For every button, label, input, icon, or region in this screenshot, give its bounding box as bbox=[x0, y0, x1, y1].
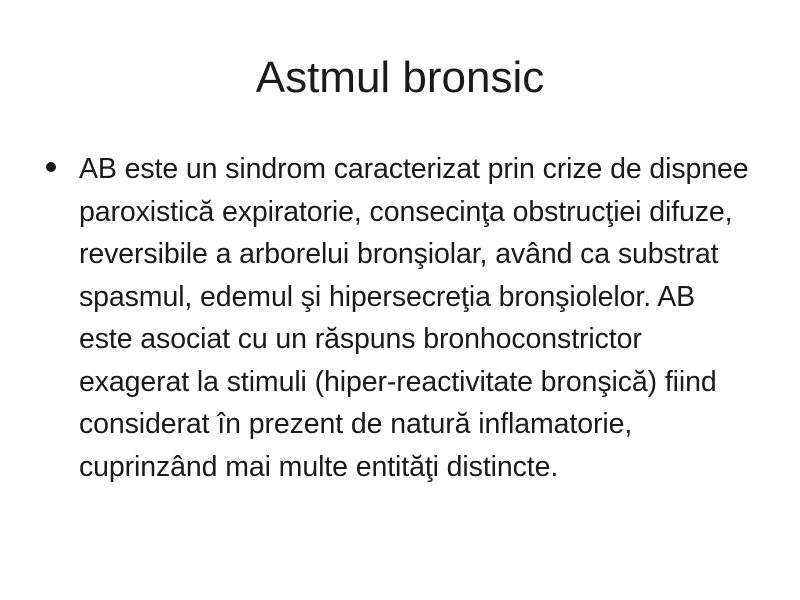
slide-title: Astmul bronsic bbox=[255, 53, 545, 102]
bullet-item bbox=[46, 148, 756, 488]
bullet-dot-icon bbox=[46, 162, 56, 172]
bullet-text: AB este un sindrom caracterizat prin crize de dispnee paroxistică expiratorie, consecinţa obstrucţiei difuze, reversibile a arborelui bronşiolar, având ca substrat spasmul, edemul şi hipersecreţia bronşiolelor. AB este asociat cu un răspuns bronhoconstrictor exagerat la stimuli (hiper-reactivitate bronşică) fiind considerat în prezent de natură inflamatorie, cuprinzând mai multe entităţi distincte. bbox=[79, 153, 749, 483]
